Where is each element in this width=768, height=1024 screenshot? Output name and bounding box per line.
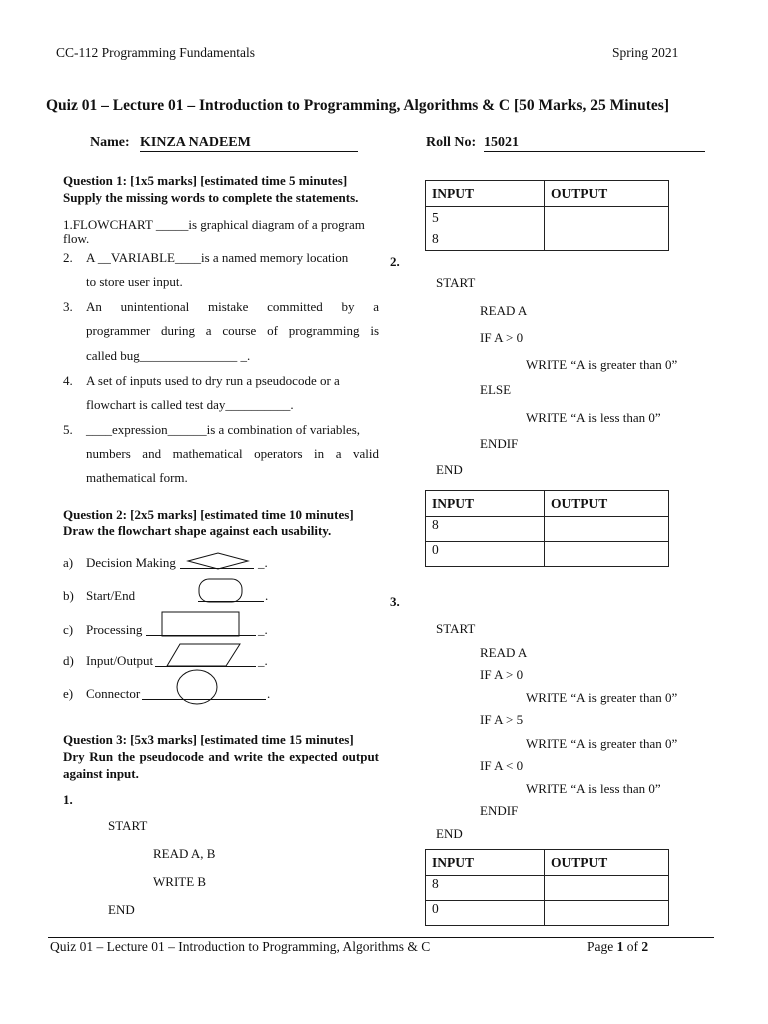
- name-label: Name:: [90, 135, 130, 150]
- q2-item-a-label: Decision Making: [86, 555, 176, 570]
- p2-code-line: WRITE “A is less than 0”: [526, 410, 661, 425]
- table-header: OUTPUT: [545, 181, 669, 207]
- p2-code-line: READ A: [480, 303, 528, 318]
- q2-item-c-label: Processing: [86, 622, 143, 637]
- p1-code-line: READ A, B: [153, 846, 216, 861]
- table-header: OUTPUT: [545, 491, 669, 517]
- q2-item-e-label: Connector: [86, 686, 141, 701]
- q2-item-e-tail: .: [267, 686, 271, 701]
- term: Spring 2021: [612, 45, 679, 60]
- name-field: [140, 135, 358, 152]
- q1-item-1: 1.FLOWCHART _____is graphical diagram of a program flow.: [63, 217, 365, 246]
- q2-item-d-num: d): [63, 653, 74, 668]
- table-cell-output[interactable]: [545, 207, 669, 251]
- p2-code-line: IF A > 0: [480, 330, 524, 345]
- table-cell-input: 0: [426, 901, 545, 926]
- q1-item-3-line2: programmer during a course of programming is: [86, 323, 379, 338]
- p2-io-table: [425, 490, 669, 567]
- name-value: KINZA NADEEM: [140, 135, 251, 150]
- circle-icon: [175, 668, 219, 706]
- diamond-icon: [186, 552, 250, 570]
- q1-heading: Question 1: [1x5 marks] [estimated time 5 minutes]: [63, 173, 348, 188]
- roll-label: Roll No:: [426, 135, 477, 150]
- parallelogram-icon: [166, 643, 242, 668]
- q2-item-b-num: b): [63, 588, 74, 603]
- p2-code-line: END: [436, 462, 463, 477]
- table-header: INPUT: [426, 491, 545, 517]
- table-cell-input: 5 8: [426, 207, 545, 251]
- q2-item-e-num: e): [63, 686, 74, 701]
- q1-item-2-num: 2.: [63, 250, 73, 265]
- page-total: 2: [641, 939, 649, 954]
- table-cell-input: 0: [426, 542, 545, 567]
- roll-value: 15021: [484, 135, 519, 150]
- q2-instruction: Draw the flowchart shape against each usability.: [63, 523, 332, 538]
- course-name: CC-112 Programming Fundamentals: [56, 45, 255, 60]
- q2-item-b-tail: .: [265, 588, 269, 603]
- q2-item-d-label: Input/Output: [86, 653, 154, 668]
- p3-code-line: READ A: [480, 645, 528, 660]
- p3-io-table: [425, 849, 669, 926]
- p3-code-line: END: [436, 826, 463, 841]
- p3-code-line: IF A > 5: [480, 712, 524, 727]
- p3-code-line: START: [436, 621, 476, 636]
- roll-field: [484, 135, 705, 152]
- p2-code-line: WRITE “A is greater than 0”: [526, 357, 678, 372]
- p1-code-line: END: [108, 902, 135, 917]
- p3-code-line: WRITE “A is less than 0”: [526, 781, 661, 796]
- q2-item-a-num: a): [63, 555, 74, 570]
- p3-code-line: IF A < 0: [480, 758, 524, 773]
- p2-code-line: ELSE: [480, 382, 512, 397]
- p2-code-line: ENDIF: [480, 436, 519, 451]
- q3-instruction: Dry Run the pseudocode and write the expected output against input.: [63, 749, 379, 781]
- rounded-rect-icon: [198, 578, 244, 604]
- table-cell-output[interactable]: [545, 901, 669, 926]
- footer-rule: [48, 937, 714, 938]
- q1-item-4-line2: flowchart is called test day__________.: [86, 397, 294, 412]
- p2-number: 2.: [390, 254, 400, 269]
- q3-heading: Question 3: [5x3 marks] [estimated time 15 minutes]: [63, 732, 354, 747]
- q1-instruction: Supply the missing words to complete the statements.: [63, 190, 359, 205]
- q1-item-5-line2: numbers and mathematical operators in a valid: [86, 446, 379, 461]
- q1-item-2-line1: A __VARIABLE____is a named memory location: [86, 250, 349, 265]
- table-cell-input: 8: [426, 876, 545, 901]
- table-cell-output[interactable]: [545, 876, 669, 901]
- q2-item-d-tail: _.: [258, 653, 268, 668]
- p3-code-line: IF A > 0: [480, 667, 524, 682]
- page-prefix: Page: [587, 939, 614, 954]
- q2-item-c-num: c): [63, 622, 74, 637]
- p1-code-line: WRITE B: [153, 874, 207, 889]
- p2-code-line: START: [436, 275, 476, 290]
- footer-text: Quiz 01 – Lecture 01 – Introduction to Programming, Algorithms & C: [50, 939, 431, 954]
- p1-number: 1.: [63, 792, 73, 807]
- page-of: of: [626, 939, 638, 954]
- table-cell-output[interactable]: [545, 517, 669, 542]
- p3-code-line: ENDIF: [480, 803, 519, 818]
- q2-item-c-tail: _.: [258, 622, 268, 637]
- q1-item-5-line1: ____expression______is a combination of variables,: [86, 422, 361, 437]
- q1-item-4-num: 4.: [63, 373, 73, 388]
- q1-item-3-line3: called bug_______________ _.: [86, 348, 251, 363]
- q1-item-2-line2: to store user input.: [86, 274, 183, 289]
- p3-code-line: WRITE “A is greater than 0”: [526, 690, 678, 705]
- page-indicator: [587, 939, 648, 955]
- p1-code-line: START: [108, 818, 148, 833]
- q1-item-4-line1: A set of inputs used to dry run a pseudocode or a: [86, 373, 340, 388]
- q2-item-a-tail: _.: [258, 555, 268, 570]
- q1-item-5-line3: mathematical form.: [86, 470, 188, 485]
- q2-item-b-label: Start/End: [86, 588, 136, 603]
- q2-heading: Question 2: [2x5 marks] [estimated time 10 minutes]: [63, 507, 354, 522]
- p3-number: 3.: [390, 594, 400, 609]
- table-header: OUTPUT: [545, 850, 669, 876]
- page-number: 1: [616, 939, 624, 954]
- rectangle-icon: [161, 611, 241, 638]
- table-cell-output[interactable]: [545, 542, 669, 567]
- table-cell-input: 8: [426, 517, 545, 542]
- table-header: INPUT: [426, 850, 545, 876]
- q1-item-3-num: 3.: [63, 299, 73, 314]
- page-title: Quiz 01 – Lecture 01 – Introduction to Programming, Algorithms & C [50 Marks, 25 Minutes]: [46, 97, 669, 114]
- q1-item-5-num: 5.: [63, 422, 73, 437]
- table-header: INPUT: [426, 181, 545, 207]
- p3-code-line: WRITE “A is greater than 0”: [526, 736, 678, 751]
- p1-io-table: [425, 180, 669, 251]
- q1-item-3-line1: An unintentional mistake committed by a: [86, 299, 379, 314]
